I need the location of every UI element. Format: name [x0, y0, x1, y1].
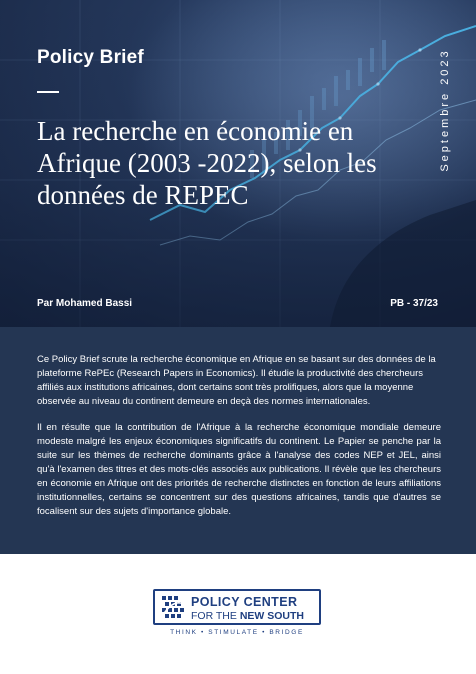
document-type-label: Policy Brief: [37, 47, 144, 68]
logo-line2-prefix: FOR THE: [191, 610, 240, 622]
policy-center-logo: [153, 589, 321, 642]
author-line: Par Mohamed Bassi: [37, 298, 133, 309]
publication-date: Septembre 2023: [439, 48, 451, 172]
abstract-paragraph-2: Il en résulte que la contribution de l'Afrique à la recherche économique mondiale demeure modeste malgré les enjeux économiques significatifs du continent. Le Papier se penche par la suite sur les thèmes de recherche dominants grâce à l'analyse des codes NEP et JEL, ainsi qu'à l'examen des titres et des mots-clés associés aux publications. Il révèle que les chercheurs en économie en Afrique ont des priorités de recherche distinctes en fonction de leurs affiliations institutionnelles, certains se concentrent sur des questions africaines, tandis que d'autres se focalisent sur des sujets d'importance globale.: [37, 422, 441, 517]
document-reference: PB - 37/23: [390, 298, 438, 309]
document-title: La recherche en économie en Afrique (2003 -2022), selon les données de REPEC: [37, 116, 377, 210]
logo-frame: [153, 589, 321, 625]
cover-header: [0, 0, 476, 327]
logo-tagline: THINK • STIMULATE • BRIDGE: [170, 629, 304, 636]
logo-text-line-1: POLICY CENTER: [191, 595, 298, 609]
title-divider: [37, 91, 59, 93]
abstract-paragraph-1: Ce Policy Brief scrute la recherche économique en Afrique en se basant sur des données de la plateforme RePEc (Research Papers in Economics). Il étudie la productivité des chercheurs affiliés aux institutions africaines, dont certains sont très prolifiques, alors que la moyenne observée au niveau du continent demeure en deçà des normes internationales.: [37, 354, 436, 407]
globe-grid-icon: [161, 595, 185, 619]
logo-text-line-2: [191, 610, 304, 622]
logo-line2-bold: NEW SOUTH: [239, 610, 304, 622]
abstract-section: [0, 327, 476, 554]
